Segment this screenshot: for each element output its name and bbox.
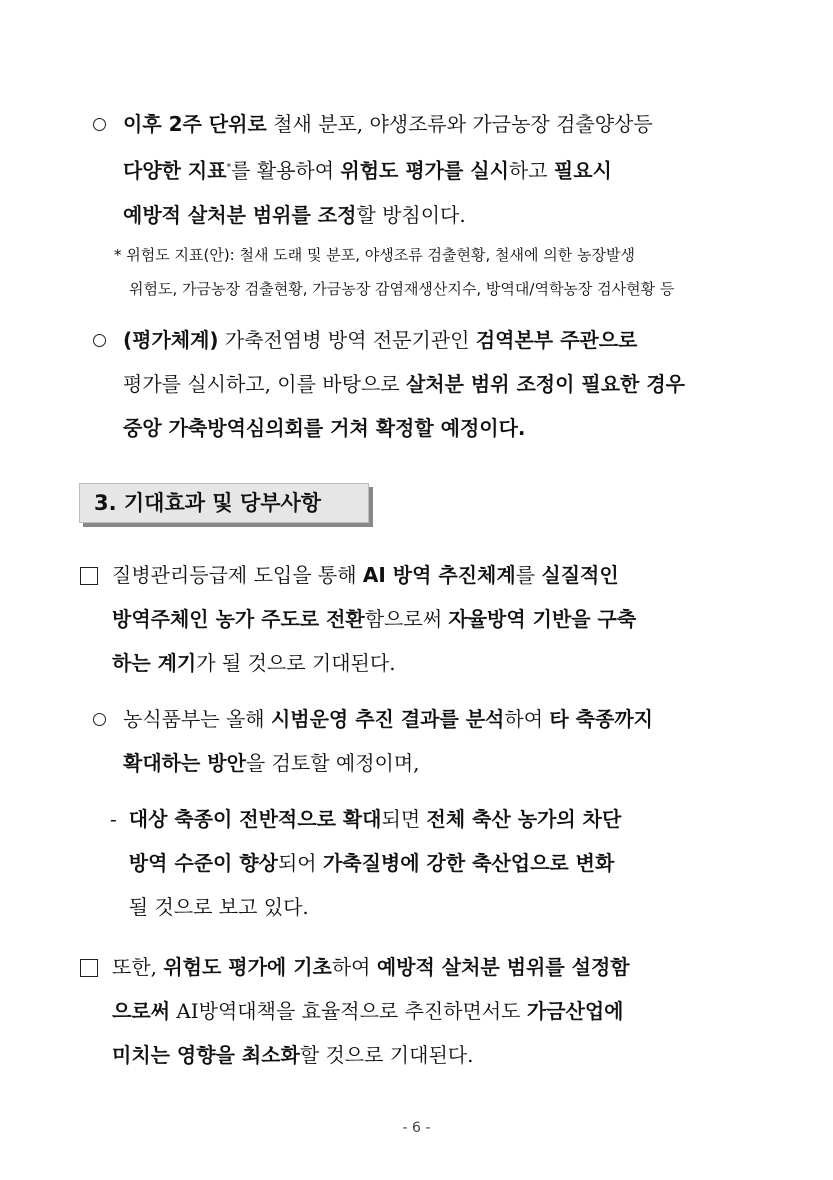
bold-text: 다양한 지표	[123, 158, 227, 183]
bold-text: 예방적 살처분 범위를 설정함	[376, 955, 630, 979]
circle-bullet-icon	[93, 713, 106, 726]
bold-text: 실질적인	[541, 563, 619, 587]
text-run: 철새 분포, 야생조류와 가금농장 검출양상등	[266, 112, 653, 136]
bullet-item-expansion	[93, 697, 755, 785]
bold-text: 확대하는 방안	[123, 751, 246, 775]
bold-text: 자율방역 기반을 구축	[448, 607, 637, 631]
bullet-item-evaluation-system	[93, 318, 755, 450]
footnote-line: * 위험도 지표(안): 철새 도래 및 분포, 야생조류 검출현황, 철새에 의한 농장발생	[114, 246, 635, 264]
bold-text: 미치는 영향을 최소화	[112, 1043, 300, 1067]
dash-bullet: -	[110, 807, 117, 831]
text-line	[123, 146, 755, 193]
text-line	[129, 841, 756, 885]
text-run: 질병관리등급제 도입을 통해	[112, 563, 363, 587]
text-line	[112, 989, 756, 1033]
text-line	[123, 362, 755, 406]
footnote	[114, 238, 759, 306]
text-run: 할 방침이다.	[356, 202, 466, 227]
text-line	[123, 193, 755, 237]
bold-text: 시범운영 추진 결과를 분석	[270, 707, 505, 731]
bold-text: 대상 축종이 전반적으로 확대	[128, 807, 382, 831]
bold-text: 방역 수준이 향상	[128, 851, 278, 875]
bold-text: 살처분 범위 조정이 필요한 경우	[405, 372, 685, 396]
text-line	[123, 102, 755, 146]
text-run: 할 것으로 기대된다.	[299, 1043, 474, 1067]
text-line	[112, 553, 756, 597]
text-line	[129, 885, 756, 929]
square-bullet-icon	[80, 567, 98, 585]
text-line	[129, 797, 756, 841]
text-run: 를	[515, 563, 542, 587]
bullet-item-evaluation-cycle	[93, 102, 755, 237]
section-heading-box	[79, 483, 369, 523]
text-line	[112, 597, 756, 641]
text-run: 되면	[381, 807, 427, 831]
bold-text: 으로써	[112, 999, 170, 1023]
bold-text: 가축질병에 강한 축산업으로 변화	[322, 851, 615, 875]
bold-text: 검역본부 주관으로	[475, 328, 638, 352]
text-run: 가축전염병 방역 전문기관인	[218, 328, 476, 352]
text-run: 농식품부는 올해	[123, 707, 271, 731]
circle-bullet-icon	[93, 334, 106, 347]
text-line	[112, 641, 756, 685]
bold-text: 가금산업에	[526, 999, 624, 1023]
text-run: 하고	[508, 158, 554, 183]
text-run: 하여	[331, 955, 377, 979]
text-run: 가 될 것으로 기대된다.	[196, 651, 396, 675]
bold-text: (평가체계)	[123, 328, 219, 352]
bold-text: 필요시	[553, 158, 612, 183]
text-line	[123, 318, 755, 362]
text-line	[123, 406, 755, 450]
text-run: 평가를 실시하고, 이를 바탕으로	[123, 372, 406, 396]
text-run: 를 활용하여	[231, 158, 341, 183]
footnote-mark: *	[226, 163, 232, 173]
bold-text: 중앙 가축방역심의회를 거쳐 확정할 예정이다.	[123, 416, 526, 440]
bold-text: 타 축종까지	[549, 707, 653, 731]
paragraph-risk-based-culling	[80, 945, 756, 1077]
bold-text: 이후 2주 단위로	[123, 112, 267, 136]
bold-text: 위험도 평가를 실시	[340, 158, 509, 183]
paragraph-expected-effect	[80, 553, 756, 685]
page-number: - 6 -	[402, 1120, 431, 1136]
text-run: 을 검토할 예정이며,	[245, 751, 420, 775]
text-line	[112, 945, 756, 989]
text-run: AI방역대책을 효율적으로 추진하면서도	[169, 999, 527, 1023]
bold-text: 방역주체인 농가 주도로 전환	[112, 607, 365, 631]
circle-bullet-icon	[93, 118, 106, 131]
text-run: 하여	[504, 707, 550, 731]
text-run: 되어	[277, 851, 323, 875]
text-run: 될 것으로 보고 있다.	[128, 895, 309, 919]
text-line	[112, 1033, 756, 1077]
text-line	[123, 741, 755, 785]
bold-text: 예방적 살처분 범위를 조정	[123, 202, 357, 227]
bold-text: 위험도 평가에 기초	[163, 955, 332, 979]
text-run: 함으로써	[364, 607, 449, 631]
bold-text: 전체 축산 농가의 차단	[426, 807, 622, 831]
section-heading: 3. 기대효과 및 당부사항	[94, 491, 322, 515]
dash-item-effect	[110, 797, 756, 929]
text-run: 또한,	[112, 955, 164, 979]
text-line	[123, 697, 755, 741]
square-bullet-icon	[80, 959, 98, 977]
bold-text: AI 방역 추진체계	[362, 563, 516, 587]
footnote-line: 위험도, 가금농장 검출현황, 가금농장 감염재생산지수, 방역대/역학농장 검사현황 등	[129, 280, 675, 298]
bold-text: 하는 계기	[112, 651, 197, 675]
